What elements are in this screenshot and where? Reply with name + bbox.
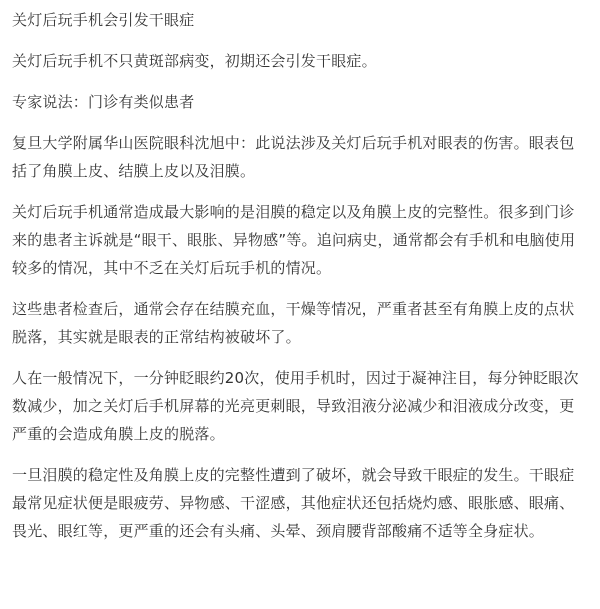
section-heading: 专家说法：门诊有类似患者 — [12, 93, 195, 111]
intro-paragraph: 关灯后玩手机不只黄斑部病变，初期还会引发干眼症。 — [12, 52, 377, 70]
article-title-line: 关灯后玩手机会引发干眼症 — [12, 11, 195, 29]
article-body — [12, 6, 588, 558]
symptoms-exam-paragraph: 这些患者检查后，通常会存在结膜充血，干燥等情况，严重者甚至有角膜上皮的点状脱落，其实就是眼表的正常结构被破坏了。 — [12, 300, 575, 346]
impact-paragraph: 关灯后玩手机通常造成最大影响的是泪膜的稳定以及角膜上皮的完整性。很多到门诊来的患者主诉就是“眼干、眼胀、异物感”等。追问病史，通常都会有手机和电脑使用较多的情况，其中不乏在关灯后玩手机的情况。 — [12, 203, 576, 277]
blink-paragraph: 人在一般情况下，一分钟眨眼约20次，使用手机时，因过于凝神注目，每分钟眨眼次数减少，加之关灯后手机屏幕的光亮更刺眼，导致泪液分泌减少和泪液成分改变，更严重的会造成角膜上皮的脱落。 — [12, 369, 579, 443]
dry-eye-paragraph: 一旦泪膜的稳定性及角膜上皮的完整性遭到了破坏，就会导致干眼症的发生。干眼症最常见症状便是眼疲劳、异物感、干涩感，其他症状还包括烧灼感、眼胀感、眼痛、畏光、眼红等，更严重的还会有头痛、头晕、颈肩腰背部酸痛不适等全身症状。 — [12, 466, 575, 540]
expert-paragraph: 复旦大学附属华山医院眼科沈旭中：此说法涉及关灯后玩手机对眼表的伤害。眼表包括了角膜上皮、结膜上皮以及泪膜。 — [12, 134, 575, 180]
